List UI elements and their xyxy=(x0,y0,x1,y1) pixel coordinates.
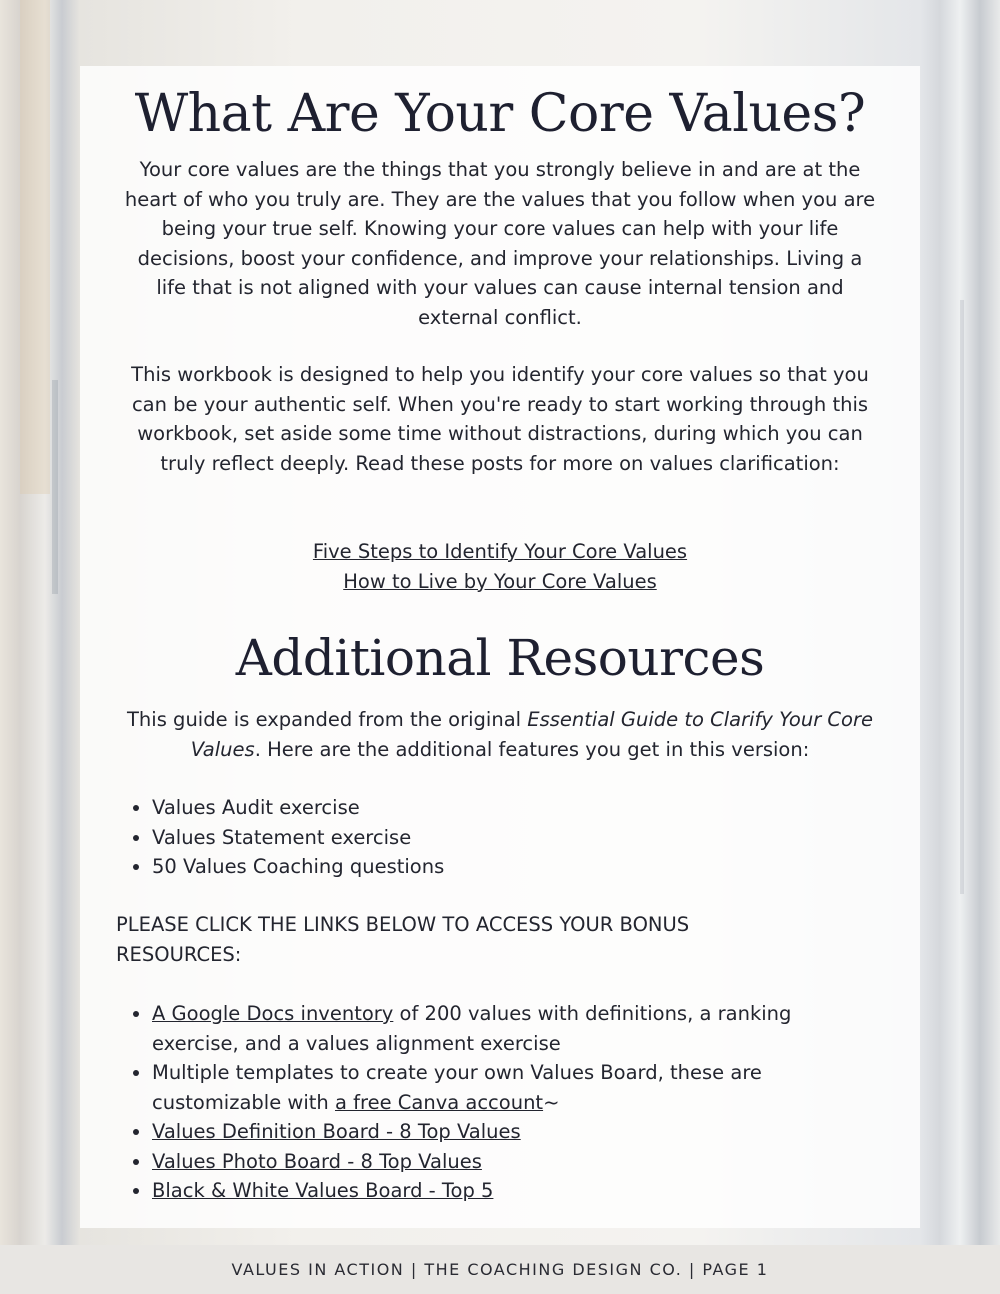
background-stroke xyxy=(20,0,50,494)
list-item: • 50 Values Coaching questions xyxy=(152,852,912,882)
list-item: • Values Statement exercise xyxy=(152,823,912,853)
list-item xyxy=(152,1058,872,1117)
background-stroke xyxy=(960,300,964,894)
list-item xyxy=(152,1117,872,1147)
page-title: What Are Your Core Values? xyxy=(134,84,866,144)
link-five-steps[interactable]: Five Steps to Identify Your Core Values xyxy=(312,540,688,563)
resource-1-text: of 200 values with definitions, a ranking exercise, and a values alignment exercise xyxy=(152,1002,792,1055)
guide-text-post: . Here are the additional features you get in this version: xyxy=(254,737,810,761)
bonus-instruction: PLEASE CLICK THE LINKS BELOW TO ACCESS YOUR BONUS RESOURCES: xyxy=(116,913,690,966)
resource-2-tail: ~ xyxy=(543,1090,560,1114)
link-google-docs-inventory[interactable]: A Google Docs inventory xyxy=(152,1002,394,1025)
list-item xyxy=(152,1147,872,1177)
post-links xyxy=(120,537,880,596)
link-free-canva-account[interactable]: a free Canva account xyxy=(334,1090,544,1114)
guide-paragraph xyxy=(120,705,880,764)
features-list xyxy=(116,793,912,882)
page-footer: VALUES IN ACTION | THE COACHING DESIGN CO. | PAGE 1 xyxy=(0,1245,1000,1294)
guide-text-pre: This guide is expanded from the original xyxy=(127,708,528,731)
link-values-photo-board[interactable]: Values Photo Board - 8 Top Values xyxy=(152,1149,482,1173)
list-item xyxy=(152,999,872,1058)
link-live-by-values[interactable]: How to Live by Your Core Values xyxy=(343,569,657,593)
section-title-additional-resources: Additional Resources xyxy=(235,629,765,687)
resource-2-text: Multiple templates to create your own Values Board, these are customizable with xyxy=(152,1061,762,1114)
guide-title: Essential Guide to Clarify Your Core Values xyxy=(190,708,873,761)
background-stroke xyxy=(52,380,58,594)
intro-paragraph-1: Your core values are the things that you strongly believe in and are at the heart of who you truly are. They are the values that you follow when you are being your true self. Knowing your core values can help with your life decisions, boost your confidence, and improve your relationships. Living a life that is not aligned with your values can cause internal tension and external conflict. xyxy=(124,158,876,329)
list-item: • Values Audit exercise xyxy=(152,793,912,823)
resources-list xyxy=(116,999,872,1206)
list-item xyxy=(152,1176,872,1206)
intro-paragraph-2: This workbook is designed to help you identify your core values so that you can be your authentic self. When you're ready to start working through this workbook, set aside some time without distractions, during which you can truly reflect deeply. Read these posts for more on values clarification: xyxy=(131,363,869,475)
link-values-definition-board[interactable]: Values Definition Board - 8 Top Values xyxy=(152,1120,521,1143)
link-black-white-values-board[interactable]: Black & White Values Board - Top 5 xyxy=(152,1179,494,1202)
